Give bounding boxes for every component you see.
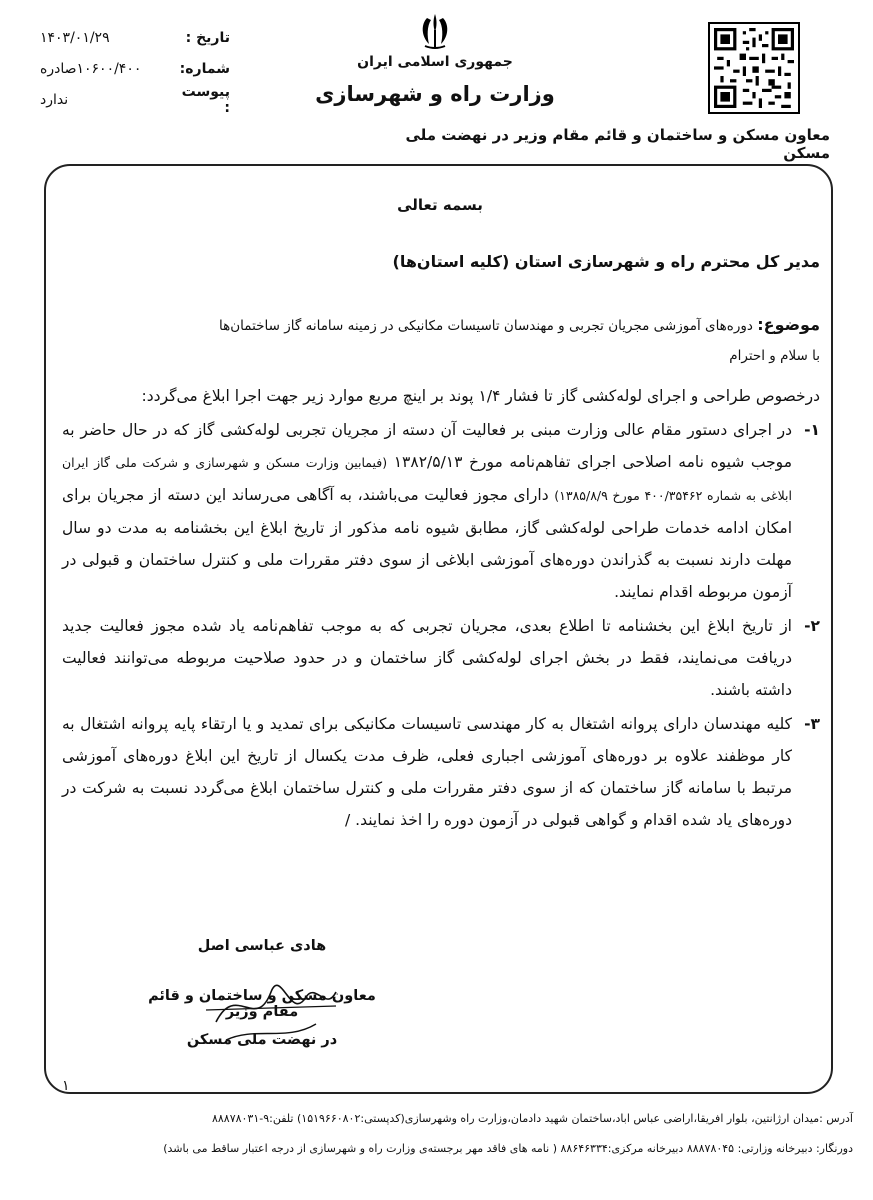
signatory-title-2: در نهضت ملی مسکن <box>186 1032 338 1048</box>
signatory-name: هادی عباسی اصل <box>197 938 327 954</box>
qr-code-icon <box>714 28 794 108</box>
item-text <box>62 414 792 608</box>
intro-paragraph: درخصوص طراحی و اجرای لوله‌کشی گاز تا فشار ۱/۴ پوند بر اینچ مربع موارد زیر جهت اجرا ابلاغ می‌گردد: <box>141 387 820 405</box>
iran-emblem-icon <box>417 12 453 50</box>
ministry-name: وزارت راه و شهرسازی <box>315 82 555 106</box>
addressee: مدیر کل محترم راه و شهرسازی استان (کلیه استان‌ها) <box>392 252 820 271</box>
footer-address: آدرس :میدان ارژانتین، بلوار افریقا،اراضی عباس اباد،ساختمان شهید دادمان،وزارت راه وشهرسازی(کدپستی:۱۵۱۹۶۶۰۸۰۲) تلفن:۹-۸۸۸۷۸۰۳۱ <box>211 1112 853 1125</box>
list-item <box>62 708 820 836</box>
footer-fax: دورنگار: دبیرخانه وزارتی: ۸۸۸۷۸۰۴۵ دبیرخانه مرکزی:۸۸۶۴۶۳۳۴ ( نامه های فاقد مهر برجسته‌ی وزارت راه و شهرسازی از درجه اعتبار ساقط می باشد) <box>163 1142 853 1155</box>
number-row <box>30 53 230 84</box>
subject-label: موضوع: <box>757 315 820 334</box>
number-label: شماره: <box>179 60 230 77</box>
subject-line <box>120 315 820 334</box>
greeting: با سلام و احترام <box>729 348 820 364</box>
item-text: کلیه مهندسان دارای پروانه اشتغال به کار مهندسی تاسیسات مکانیکی برای تمدید و یا ارتقاء پایه پروانه اشتغال به کار موظفند علاوه بر دوره‌های آموزشی اجباری فعلی، ظرف مدت یکسال از تاریخ این ابلاغ دوره‌های آموزشی مرتبط با سامانه گاز ساختمان که از سوی دفتر مقررات ملی و کنترل ساختمان ابلاغ می‌گردد نسبت به شرکت در دوره‌های یاد شده اقدام و گواهی قبولی در آزمون دوره را اخذ نمایند. / <box>62 715 792 829</box>
item-number: ۱- <box>804 421 820 439</box>
signature-block <box>132 938 392 1048</box>
date-label: تاریخ : <box>185 29 230 46</box>
date-value: ۱۴۰۳/۰۱/۲۹ <box>40 29 110 46</box>
letter-body <box>62 380 820 836</box>
subject-text: دوره‌های آموزشی مجریان تجربی و مهندسان تاسیسات مکانیکی در زمینه سامانه گاز ساختمان‌ها <box>219 318 753 334</box>
bismillah: بسمه تعالی <box>397 196 483 214</box>
qr-code <box>708 22 800 114</box>
attachment-value: ندارد <box>40 91 69 108</box>
page-number: ۱ <box>62 1078 70 1094</box>
letter-meta <box>30 22 230 115</box>
list-item <box>62 610 820 706</box>
date-row <box>30 22 230 53</box>
republic-name: جمهوری اسلامی ایران <box>357 54 513 70</box>
list-item <box>62 414 820 608</box>
attachment-row <box>30 84 230 115</box>
deputy-title: معاون مسکن و ساختمان و قائم مقام وزیر در نهضت ملی مسکن <box>405 126 830 162</box>
signatory-title: معاون مسکن و ساختمان و قائم مقام وزیر <box>148 988 376 1020</box>
item-text: از تاریخ ابلاغ این بخشنامه تا اطلاع بعدی، مجریان تجربی که به موجب تفاهم‌نامه یاد شده مجوز فعالیت جدید دریافت می‌نمایند، فقط در بخش اجرای لوله‌کشی گاز ساختمان و در حدود صلاحیت مربوطه می‌توانند فعالیت داشته باشند. <box>62 617 792 699</box>
item-number: ۳- <box>804 715 820 733</box>
item-text-small: (فیمابین وزارت مسکن و شهرسازی و شرکت ملی گاز ایران ابلاغی به شماره ۴۰۰/۳۵۴۶۲ مورخ ۱۳۸۵/۸/۹) <box>62 455 792 503</box>
item-text-part: دارای مجوز فعالیت می‌باشند، به آگاهی می‌رساند این دسته از مجریان برای امکان ادامه خدمات طراحی لوله‌کشی گاز، مطابق شیوه نامه مذکور از تاریخ ابلاغ این بخشنامه به مدت دو سال مهلت دارند نسبت به گذراندن دوره‌های آموزشی ابلاغی از سوی دفتر مقررات ملی و کنترل ساختمان و قبولی در آزمون مربوطه اقدام نمایند. <box>62 486 792 601</box>
number-value: ۱۰۶۰۰/۴۰۰صادره <box>40 60 142 77</box>
item-number: ۲- <box>804 617 820 635</box>
attachment-label: پیوست : <box>181 83 230 116</box>
item-text-part: در اجرای دستور مقام عالی وزارت مبنی بر فعالیت آن دسته از مجریان تجربی لوله‌کشی گاز که در حال حاضر به موجب شیوه نامه اصلاحی اجرای تفاهم‌نامه مورخ ۱۳۸۲/۵/۱۳ <box>62 421 792 471</box>
